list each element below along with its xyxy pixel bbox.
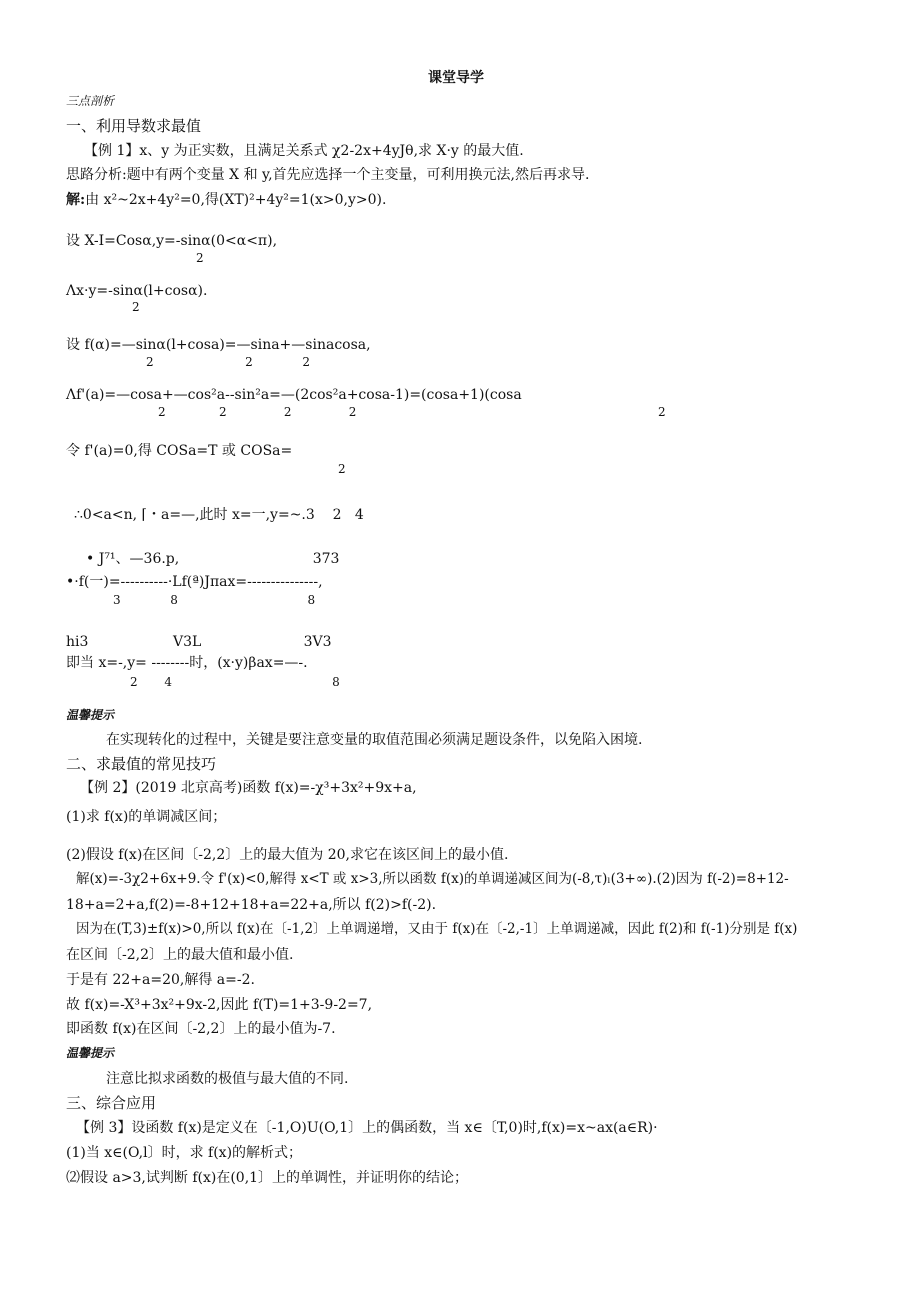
solution-2-line: 因为在(T,3)±f(x)>0,所以 f(x)在〔-1,2〕上单调递增，又由于 f(x)在〔-2,-1〕上单调递减，因此 f(2)和 f(-1)分别是 f(x)	[76, 921, 798, 937]
derivation-line: 设 f(α)=—sinα(l+cosa)=—sina+—sinacosa,	[66, 337, 371, 353]
derivation-subscript: 2 2 2	[146, 355, 311, 369]
example-3: 【例 3】设函数 f(x)是定义在〔-1,O)U(O,1〕上的偶函数，当 x∈〔T,0)时,f(x)=x~ax(a∈R)·	[76, 1120, 658, 1136]
derivation-subscript: 2	[658, 405, 666, 419]
derivation-line: 即当 x=-,y= --------时，(x·y)βax=—-.	[66, 655, 308, 671]
derivation-line: •·f(一)=----------·Lf(ª)Jπax=---------------,	[66, 574, 323, 590]
solution-2-line: 18+a=2+a,f(2)=-8+12+18+a=22+a,所以 f(2)>f(-2).	[66, 897, 437, 913]
derivation-subscript: 2 4 8	[130, 675, 340, 689]
solution-label: 解:	[66, 192, 86, 208]
heading-part3: 三、综合应用	[66, 1094, 157, 1112]
heading-part2: 二、求最值的常见技巧	[66, 755, 217, 773]
tip-text-2: 注意比拟求函数的极值与最大值的不同.	[106, 1071, 349, 1087]
solution-2-line: 在区间〔-2,2〕上的最大值和最小值.	[66, 947, 294, 963]
derivation-subscript: 2	[338, 462, 346, 476]
example-2: 【例 2】(2019 北京高考)函数 f(x)=-χ³+3x²+9x+a,	[80, 780, 417, 796]
solution-1	[66, 193, 386, 207]
derivation-line: 令 f'(a)=0,得 COSa=T 或 COSa=	[66, 443, 293, 459]
solution-2-line: 故 f(x)=-X³+3x²+9x-2,因此 f(T)=1+3-9-2=7,	[66, 997, 373, 1013]
derivation-line: 设 X-I=Cosα,y=-sinα(0<α<π),	[66, 233, 278, 249]
derivation-line: hi3 V3L 3V3	[66, 634, 332, 650]
derivation-line: Λx·y=-sinα(l+cosα).	[66, 283, 208, 299]
tip-text-1: 在实现转化的过程中，关键是要注意变量的取值范围必须满足题设条件，以免陷入困境.	[106, 732, 643, 748]
tip-label-2: 温馨提示	[66, 1046, 115, 1060]
page-title: 课堂导学	[428, 70, 484, 86]
example-1: 【例 1】x、y 为正实数，且满足关系式 χ2-2x+4yJθ,求 X·y 的最大值.	[84, 143, 524, 159]
derivation-line: Λf'(a)=—cosa+—cos²a--sin²a=—(2cos²a+cosa-1)=(cosa+1)(cosa	[66, 387, 522, 403]
question-2: (2)假设 f(x)在区间〔-2,2〕上的最大值为 20,求它在该区间上的最小值.	[66, 847, 509, 863]
derivation-subscript: 3 8 8	[113, 593, 316, 607]
solution-2-line: 于是有 22+a=20,解得 a=-2.	[66, 972, 255, 988]
derivation-line: ∴0<a<n, ⌈・a=—,此时 x=一,y=~.3 2 4	[74, 507, 364, 523]
analysis-1: 思路分析:题中有两个变量 X 和 y,首先应选择一个主变量，可利用换元法,然后再求导.	[66, 167, 590, 183]
solution-text: 由 x²~2x+4y²=0,得(XT)²+4y²=1(x>0,y>0).	[85, 192, 387, 208]
derivation-subscript: 2	[196, 251, 204, 265]
question-3-2: ⑵假设 a>3,试判断 f(x)在(0,1〕上的单调性，并证明你的结论；	[66, 1170, 469, 1186]
derivation-line: • J⁷¹、—36.p, 373	[86, 551, 340, 567]
derivation-subscript: 2	[132, 300, 140, 314]
solution-2-line: 解(x)=-3χ2+6x+9.令 f'(x)<0,解得 x<T 或 x>3,所以函数 f(x)的单调递减区间为(-8,τ)ₗ(3+∞).(2)因为 f(-2)=8+12-	[76, 871, 789, 887]
solution-2-line: 即函数 f(x)在区间〔-2,2〕上的最小值为-7.	[66, 1021, 336, 1037]
heading-part1: 一、利用导数求最值	[66, 117, 202, 135]
question-1: (1)求 f(x)的单调减区间；	[66, 809, 227, 825]
derivation-subscript: 2 2 2 2	[158, 405, 357, 419]
section-label: 三点剖析	[66, 94, 115, 108]
question-3-1: (1)当 x∈(O,l〕时，求 f(x)的解析式；	[66, 1145, 303, 1161]
tip-label-1: 温馨提示	[66, 708, 115, 722]
